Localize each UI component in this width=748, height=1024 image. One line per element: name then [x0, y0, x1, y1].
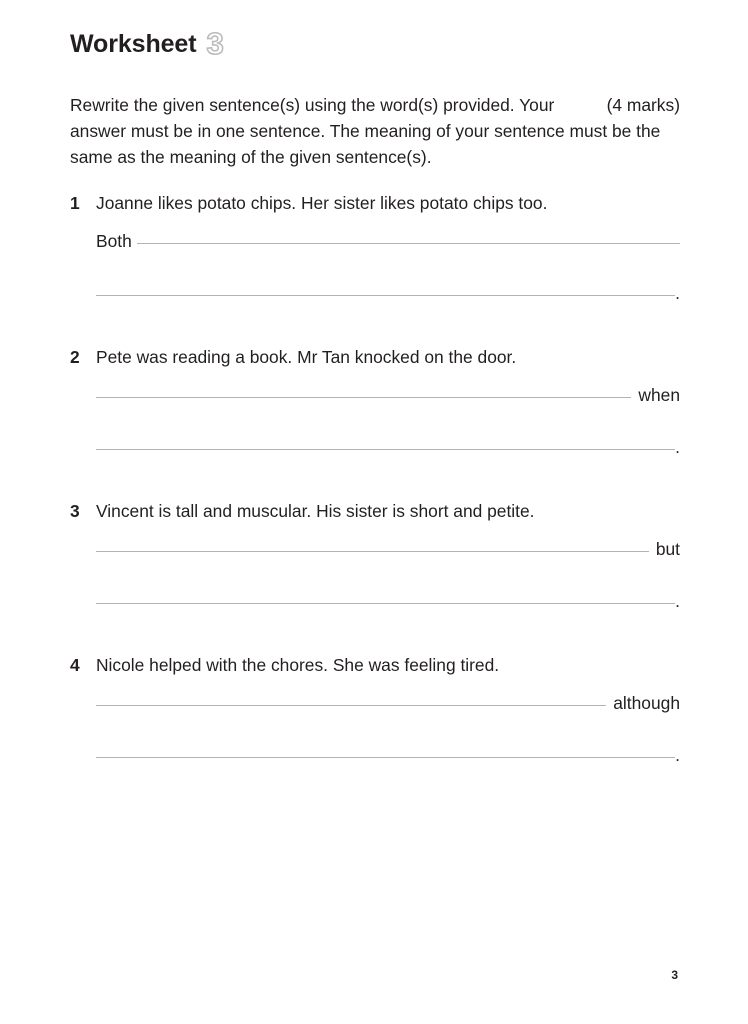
- answer-end-punctuation: .: [675, 437, 680, 457]
- page-title: Worksheet: [70, 30, 197, 58]
- answer-end-punctuation: .: [675, 745, 680, 765]
- answer-rule[interactable]: [96, 295, 675, 296]
- answer-rule[interactable]: [96, 449, 675, 450]
- answer-rule[interactable]: [137, 243, 680, 244]
- answer-rule[interactable]: [96, 705, 606, 706]
- question-number: 1: [70, 193, 80, 213]
- answer-suffix-word: but: [655, 539, 680, 559]
- question-number: 3: [70, 501, 80, 521]
- instructions-block: [70, 92, 680, 170]
- question-heading: [70, 500, 680, 522]
- question-item: [70, 192, 680, 346]
- question-text: Vincent is tall and muscular. His sister is short and petite.: [96, 501, 535, 521]
- instructions-text: Rewrite the given sentence(s) using the word(s) provided. Your answer must be in one sentence. The meaning of your sentence must be the same as the meaning of the given sentence(s).: [70, 95, 661, 167]
- page-number: 3: [671, 968, 678, 982]
- answer-end-punctuation: .: [675, 283, 680, 303]
- question-item: [70, 654, 680, 808]
- answer-rule[interactable]: [96, 551, 649, 552]
- answer-line-second[interactable]: [96, 590, 680, 620]
- answer-area: [96, 384, 680, 466]
- question-text: Nicole helped with the chores. She was feeling tired.: [96, 655, 500, 675]
- answer-rule[interactable]: [96, 757, 675, 758]
- answer-suffix-word: although: [613, 693, 680, 713]
- question-text: Joanne likes potato chips. Her sister likes potato chips too.: [96, 193, 548, 213]
- worksheet-number-outline: 3: [206, 26, 224, 61]
- question-item: [70, 500, 680, 654]
- answer-rule[interactable]: [96, 397, 631, 398]
- answer-area: [96, 692, 680, 774]
- question-heading: [70, 346, 680, 368]
- answer-rule[interactable]: [96, 603, 675, 604]
- answer-line-first[interactable]: [96, 692, 680, 722]
- question-heading: [70, 654, 680, 676]
- answer-line-first[interactable]: [96, 538, 680, 568]
- answer-prefix-word: Both: [96, 231, 132, 251]
- question-heading: [70, 192, 680, 214]
- answer-line-second[interactable]: [96, 436, 680, 466]
- answer-line-second[interactable]: [96, 282, 680, 312]
- answer-suffix-word: when: [638, 385, 680, 405]
- answer-line-second[interactable]: [96, 744, 680, 774]
- page-header: [70, 26, 224, 61]
- answer-end-punctuation: .: [675, 591, 680, 611]
- answer-line-first[interactable]: [96, 384, 680, 414]
- marks-label: (4 marks): [606, 95, 680, 115]
- answer-line-first[interactable]: [96, 230, 680, 260]
- question-number: 4: [70, 655, 80, 675]
- answer-area: [96, 230, 680, 312]
- question-item: [70, 346, 680, 500]
- questions-list: [70, 192, 680, 808]
- answer-area: [96, 538, 680, 620]
- question-number: 2: [70, 347, 80, 367]
- question-text: Pete was reading a book. Mr Tan knocked on the door.: [96, 347, 517, 367]
